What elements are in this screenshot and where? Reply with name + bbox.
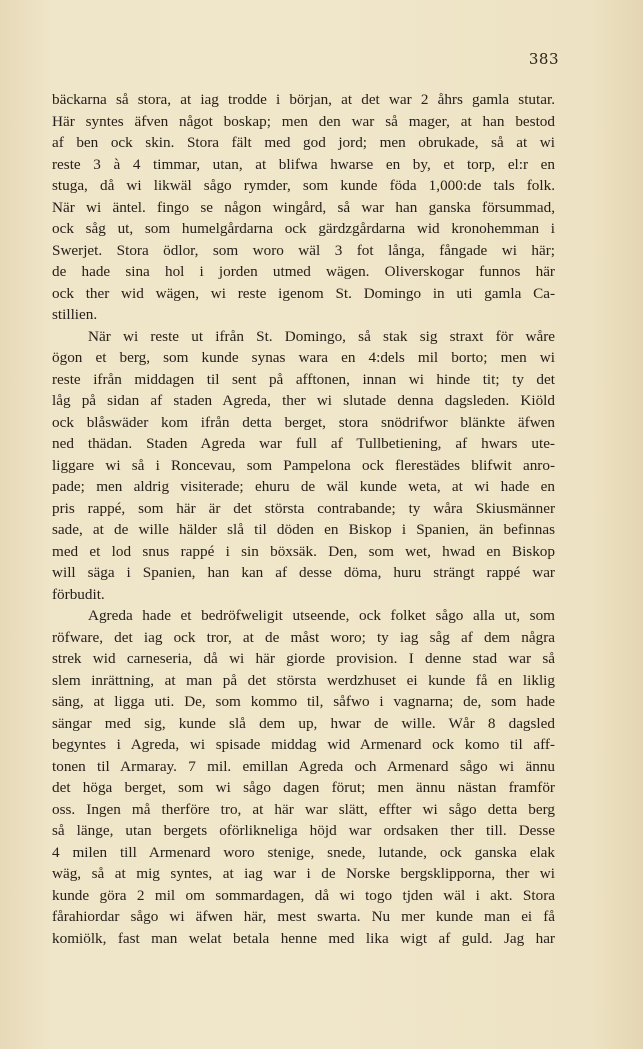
text-line: reste ifrån middagen til sent på afftonen, innan wi hinde tit; ty det xyxy=(52,370,555,388)
text-line: komiölk, fast man welat betala henne med lika wigt af guld. Jag har xyxy=(52,929,555,947)
text-line: ock blåswäder kom ifrån detta berget, stora snödrifwor blänkte äfwen xyxy=(52,413,555,431)
text-line: strek wid carneseria, då wi här giorde provision. I denne stad war så xyxy=(52,650,555,667)
text-line: will säga i Spanien, han kan af desse döma, huru strängt rappé war xyxy=(52,564,555,581)
text-line: oss. Ingen må therföre tro, at här war slätt, effter wi sågo detta berg xyxy=(52,800,555,818)
body-text xyxy=(52,89,555,949)
text-line: wäg, så at mig syntes, at iag war i de Norske bergsklipporna, ther wi xyxy=(52,865,555,882)
text-line: ned thädan. Staden Agreda war full af Tullbetiening, af hwars ute- xyxy=(52,435,555,452)
text-line: de hade sina hol i jorden utmed wägen. Oliverskogar funnos här xyxy=(52,263,555,280)
text-line: röfware, det iag ock tror, at de måst woro; ty iag såg af dem några xyxy=(52,628,555,646)
text-line: ock såg ut, som humelgårdarna ock gärdzgårdarna wid kronohemman i xyxy=(52,220,555,237)
text-line: 4 milen till Armenard woro stenige, snede, lutande, ock ganska elak xyxy=(52,843,555,861)
text-line: Swerjet. Stora ödlor, som woro wäl 3 fot långa, fångade wi här; xyxy=(52,241,555,259)
text-line: ögon et berg, som kunde synas wara en 4:dels mil borto; men wi xyxy=(52,349,555,366)
text-line: det höga berget, som wi sågo dagen förut; men ännu nästan framför xyxy=(52,779,555,796)
text-line: När wi äntel. fingo se någon wingård, så war han ganska försummad, xyxy=(52,198,555,216)
text-line: säng, at ligga uti. De, som kommo til, såfwo i vagnarna; de, som hade xyxy=(52,693,555,710)
text-line: så länge, utan bergets oförlikneliga höjd war ordsaken ther till. Desse xyxy=(52,822,555,839)
text-line: fårahiordar sågo wi äfwen här, mest swarta. Nu mer kunde man ei få xyxy=(52,908,555,925)
text-line: pris rappé, som här är det största contrabande; ty wåra Skiusmänner xyxy=(52,499,555,517)
text-line: Här syntes äfven något boskap; men den war så mager, at han bestod xyxy=(52,112,555,130)
text-line: låg på sidan af staden Agreda, ther wi slutade denna dagsleden. Kiöld xyxy=(52,392,555,409)
text-line: bäckarna så stora, at iag trodde i början, at det war 2 åhrs gamla stutar. xyxy=(52,91,555,108)
text-line: stuga, då wi likwäl sågo rymder, som kunde föda 1,000:de tals folk. xyxy=(52,177,555,194)
text-line: tonen til Armaray. 7 mil. emillan Agreda och Armenard sågo wi ännu xyxy=(52,757,555,775)
text-line: begyntes i Agreda, wi spisade middag wid Armenard ock komo til aff- xyxy=(52,736,555,753)
text-line: reste 3 à 4 timmar, utan, at blifwa hwarse en by, et torp, el:r en xyxy=(52,155,555,173)
text-line: slem inrättning, at man på det största werdzhuset ei kunde få en liklig xyxy=(52,671,555,689)
text-line: ock ther wid wägen, wi reste igenom St. Domingo in uti gamla Ca- xyxy=(52,284,555,302)
text-line: af ben ock skin. Stora fält med god jord; men obrukade, så at wi xyxy=(52,134,555,151)
text-line: När wi reste ut ifrån St. Domingo, så stak sig straxt för wåre xyxy=(88,327,555,345)
text-line: förbudit. xyxy=(52,585,105,603)
text-line: stillien. xyxy=(52,306,98,323)
page-number: 383 xyxy=(528,50,559,68)
text-line: med et lod snus rappé i sin böxsäk. Den, som wet, hwad en Biskop xyxy=(52,542,555,560)
text-line: pade; men aldrig visiterade; ehuru de wäl kunde weta, at wi hade en xyxy=(52,478,555,495)
text-line: kunde göra 2 mil om sommardagen, då wi togo tjden wäl i akt. Stora xyxy=(52,886,555,904)
text-line: Agreda hade et bedröfweligit utseende, ock folket sågo alla ut, som xyxy=(88,607,555,624)
text-line: sade, at de wille hälder slå til döden en Biskop i Spanien, än befinnas xyxy=(52,521,555,538)
text-line: sängar med sig, kunde slå dem up, hwar de wille. Wår 8 dagsled xyxy=(52,714,555,732)
text-line: liggare wi så i Roncevau, som Pampelona ock flerestädes blifwit anro- xyxy=(52,456,555,474)
